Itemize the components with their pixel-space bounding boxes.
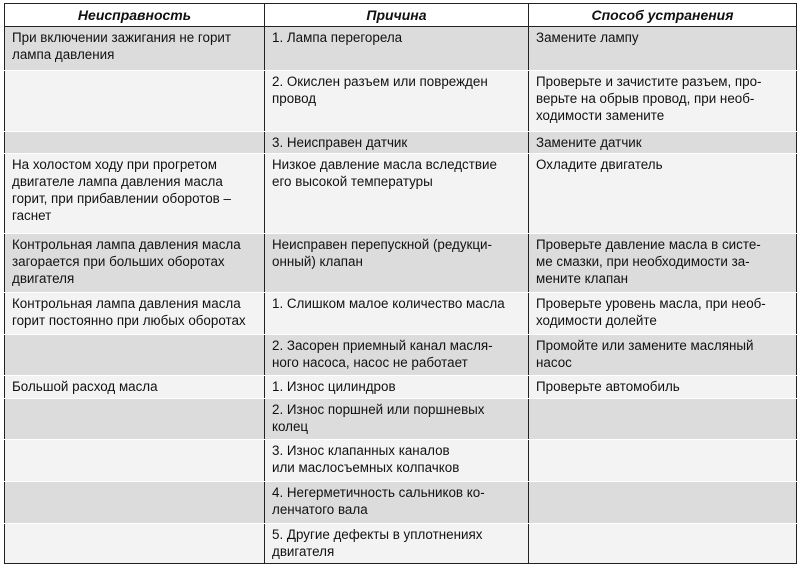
fault-cell: При включении зажигания не горит лампа давления [5, 27, 265, 71]
cause-cell: 1. Износ цилиндров [265, 376, 529, 399]
cause-cell: Низкое давление масла вследствие его высокой температуры [265, 154, 529, 234]
table-row [5, 440, 797, 482]
header-remedy: Способ устранения [529, 4, 797, 27]
cause-cell: 4. Негерметичность сальников ко- ленчатого вала [265, 482, 529, 524]
fault-cell [5, 71, 265, 132]
fault-cell [5, 440, 265, 482]
remedy-cell: Замените датчик [529, 132, 797, 154]
table-row [5, 293, 797, 335]
fault-cell: На холостом ходу при прогретом двигателе лампа давления масла горит, при прибавлении оборотов – гаснет [5, 154, 265, 234]
header-fault: Неисправность [5, 4, 265, 27]
header-cause: Причина [265, 4, 529, 27]
fault-cell: Контрольная лампа давления масла горит постоянно при любых оборотах [5, 293, 265, 335]
table-row [5, 399, 797, 440]
remedy-cell: Охладите двигатель [529, 154, 797, 234]
table-row [5, 27, 797, 71]
fault-cell: Большой расход масла [5, 376, 265, 399]
remedy-cell [529, 440, 797, 482]
table-row [5, 234, 797, 293]
remedy-cell: Проверьте и зачистите разъем, про- верьте на обрыв провод, при необ- ходимости замените [529, 71, 797, 132]
cause-cell: Неисправен перепускной (редукци- онный) клапан [265, 234, 529, 293]
table-row [5, 154, 797, 234]
fault-cell [5, 335, 265, 376]
cause-cell: 5. Другие дефекты в уплотнениях двигателя [265, 524, 529, 564]
table-row [5, 376, 797, 399]
troubleshooting-table [4, 3, 797, 564]
remedy-cell [529, 482, 797, 524]
remedy-cell: Проверьте уровень масла, при необ- ходимости долейте [529, 293, 797, 335]
remedy-cell [529, 399, 797, 440]
cause-cell: 1. Лампа перегорела [265, 27, 529, 71]
cause-cell: 3. Износ клапанных каналов или маслосъемных колпачков [265, 440, 529, 482]
table-row [5, 524, 797, 564]
cause-cell: 1. Слишком малое количество масла [265, 293, 529, 335]
table-header-row [5, 4, 797, 27]
fault-cell [5, 524, 265, 564]
fault-cell [5, 482, 265, 524]
table-row [5, 482, 797, 524]
cause-cell: 3. Неисправен датчик [265, 132, 529, 154]
cause-cell: 2. Окислен разъем или поврежден провод [265, 71, 529, 132]
remedy-cell: Замените лампу [529, 27, 797, 71]
remedy-cell: Промойте или замените масляный насос [529, 335, 797, 376]
remedy-cell [529, 524, 797, 564]
remedy-cell: Проверьте давление масла в систе- ме смазки, при необходимости за- мените клапан [529, 234, 797, 293]
table-row [5, 71, 797, 132]
cause-cell: 2. Засорен приемный канал масля- ного насоса, насос не работает [265, 335, 529, 376]
cause-cell: 2. Износ поршней или поршневых колец [265, 399, 529, 440]
fault-cell: Контрольная лампа давления масла загорается при больших оборотах двигателя [5, 234, 265, 293]
remedy-cell: Проверьте автомобиль [529, 376, 797, 399]
fault-cell [5, 132, 265, 154]
table-row [5, 132, 797, 154]
table-row [5, 335, 797, 376]
fault-cell [5, 399, 265, 440]
